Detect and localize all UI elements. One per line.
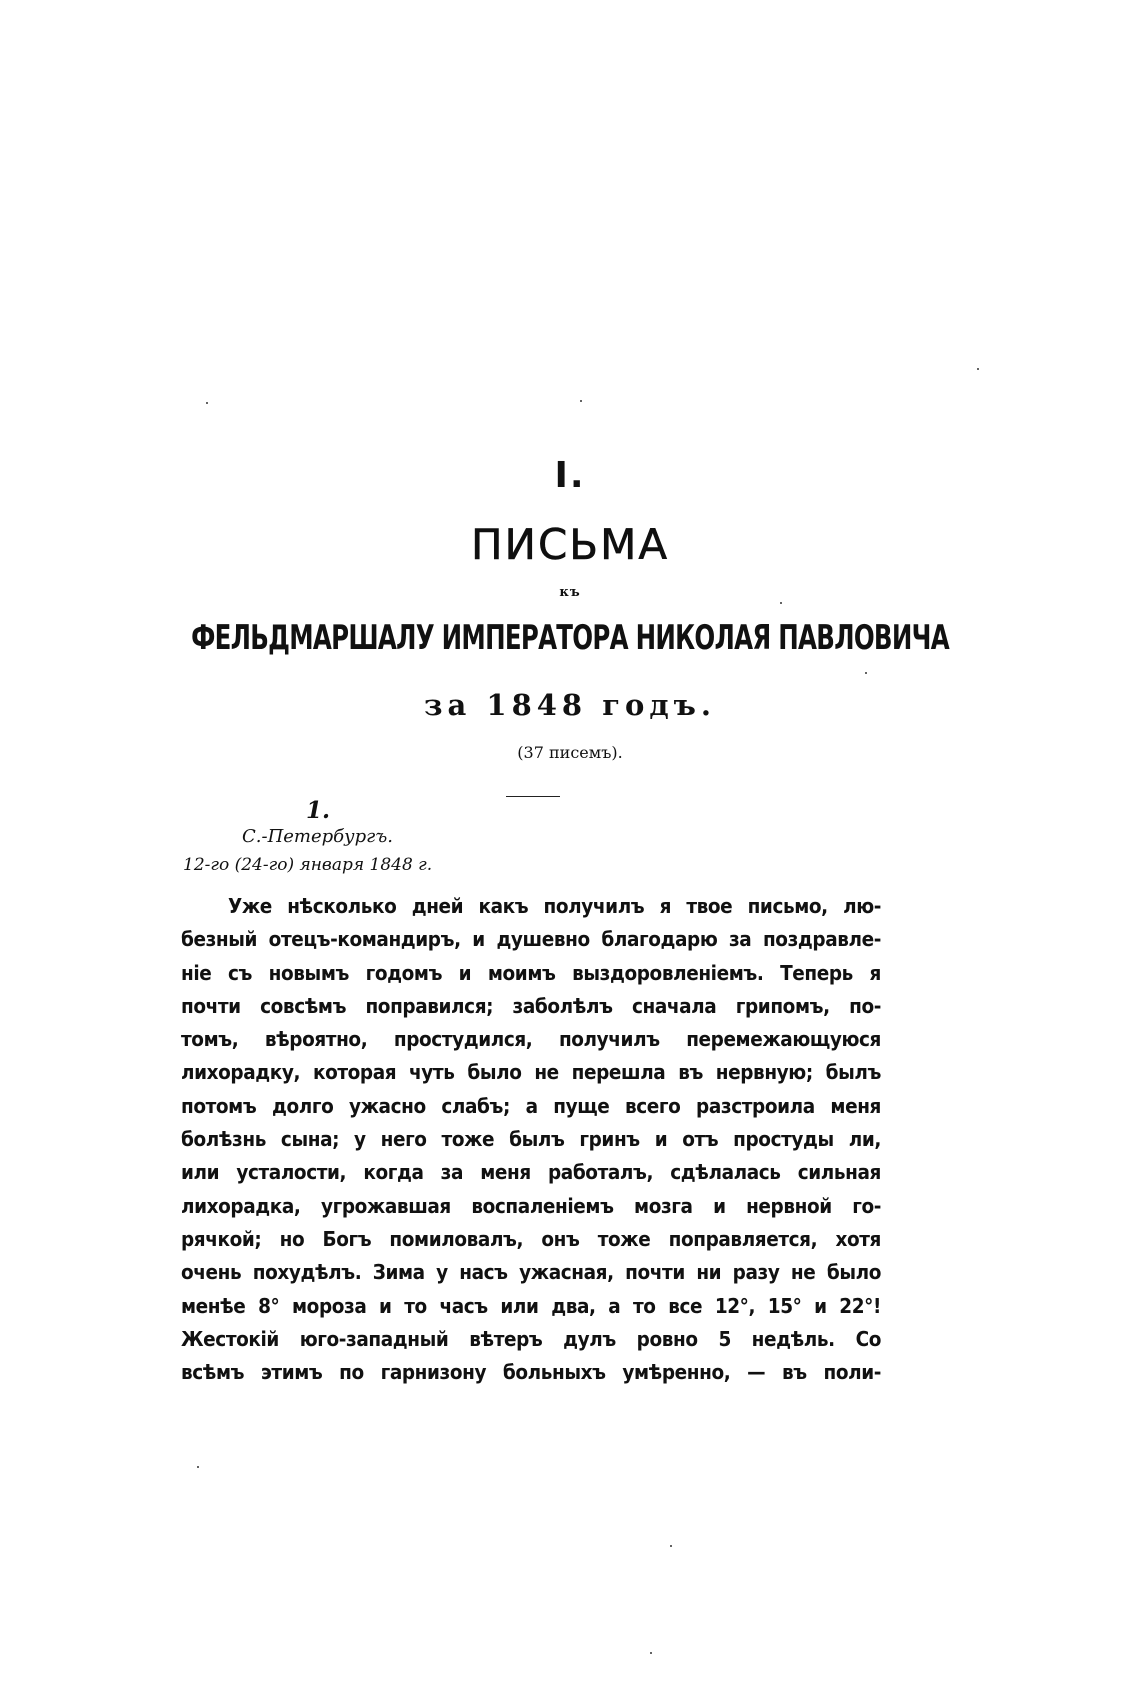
body-line: всѣмъ этимъ по гарнизону больныхъ умѣренно, — въ поли- xyxy=(181,1360,881,1385)
body-line: или усталости, когда за меня работалъ, сдѣлалась сильная xyxy=(181,1160,881,1185)
letter-date: 12-го (24-го) января 1848 г. xyxy=(183,855,433,875)
scan-speck xyxy=(977,368,979,370)
body-line: почти совсѣмъ поправился; заболѣлъ сначала грипомъ, по- xyxy=(181,993,881,1018)
scan-speck xyxy=(580,400,582,402)
scan-speck xyxy=(670,1545,672,1547)
letter-number: 1. xyxy=(306,797,331,824)
body-line: лихорадку, которая чуть было не перешла въ нервную; былъ xyxy=(181,1060,881,1085)
title-preposition: къ xyxy=(559,585,581,600)
chapter-title: ПИСЬМА xyxy=(470,520,670,569)
letter-body xyxy=(181,890,881,1389)
scan-speck xyxy=(865,672,867,674)
chapter-year-line: за 1848 годъ. xyxy=(424,688,716,722)
chapter-roman-numeral: I. xyxy=(554,455,586,496)
body-line: болѣзнь сына; у него тоже былъ гринъ и отъ простуды ли, xyxy=(181,1127,881,1152)
body-line: рячкой; но Богъ помиловалъ, онъ тоже поправляется, хотя xyxy=(181,1226,881,1251)
body-line: потомъ долго ужасно слабъ; а пуще всего разстроила меня xyxy=(181,1093,881,1118)
body-line: менѣе 8° мороза и то часъ или два, а то все 12°, 15° и 22°! xyxy=(181,1293,881,1318)
chapter-subtitle: ФЕЛЬДМАРШАЛУ ИМПЕРАТОРА НИКОЛАЯ ПАВЛОВИЧА xyxy=(191,618,949,658)
scan-speck xyxy=(206,402,208,404)
body-line: безный отецъ-командиръ, и душевно благодарю за поздравле- xyxy=(181,927,881,952)
scan-speck xyxy=(650,1652,652,1654)
scan-speck xyxy=(780,602,782,604)
body-line: томъ, вѣроятно, простудился, получилъ перемежающуюся xyxy=(181,1027,881,1052)
letter-place: С.-Петербургъ. xyxy=(242,826,393,847)
body-line: очень похудѣлъ. Зима у насъ ужасная, почти ни разу не было xyxy=(181,1260,881,1285)
body-line: ніе съ новымъ годомъ и моимъ выздоровленіемъ. Теперь я xyxy=(181,960,881,985)
body-line: Жестокій юго-западный вѣтеръ дулъ ровно 5 недѣль. Со xyxy=(181,1326,881,1351)
section-divider xyxy=(506,796,560,797)
scan-speck xyxy=(197,1466,199,1468)
body-line: лихорадка, угрожавшая воспаленіемъ мозга и нервной го- xyxy=(181,1193,881,1218)
body-line: Уже нѣсколько дней какъ получилъ я твое письмо, лю- xyxy=(228,894,881,918)
letter-count: (37 писемъ). xyxy=(517,743,623,762)
